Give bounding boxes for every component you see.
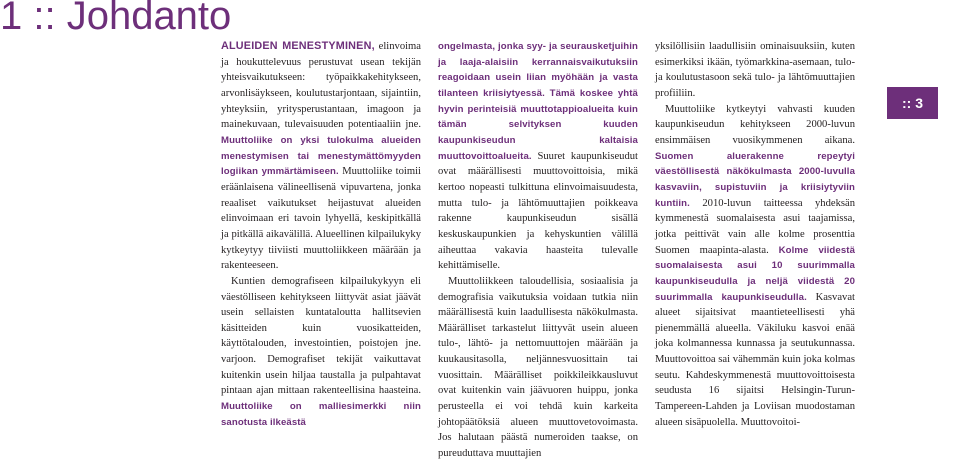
highlight-text: Muuttoliike on yksi tulokulma alueiden menestymisen tai menestymättömyyden logiikan ymmärtämiseen. <box>221 134 421 178</box>
text-column-1 <box>221 39 421 430</box>
body-text: Muuttoliikkeen taloudellisia, sosiaalisia ja demografisia vaikutuksia voidaan tutkia niin määrällisestä kuin laadullisesta näkökulmasta. Määrälliset tarkastelut liittyvät usein alueen tulo-, lähtö- ja nettomuuttojen määrään ja kuukausitasolla, neljännesvuosittain tai vuosittain. Määrälliset poikkileikkausluvut ovat kuitenkin vain jäävuoren huippu, jonka perusteella ei voi tehdä kuin karkeita johtopäätöksiä alueen muuttovetovoimasta. Jos halutaan päästä numeroiden taakse, on pureuduttava muuttajien <box>438 275 638 460</box>
highlight-text: Muuttoliike on malliesimerkki niin sanotusta ilkeästä <box>221 401 421 428</box>
body-text: Kasvavat alueet sijaitsivat maantieteellisesti yhä pienemmällä alueella. Väkiluku kasvoi enää joka kolmannessa kunnassa ja seutukunnassa. Muuttovoittoa sai vähemmän kuin joka kolmas seutu. Kahdeskymmenestä muuttovoittoisesta seudusta 16 sijaitsi Helsingin-Turun-Tampereen-Lahden ja Loviisan muodostaman alueen sisäpuolella. Muuttovoitoi- <box>655 291 855 428</box>
body-text: 2010-luvun taitteessa yhdeksän kymmenestä suomalaisesta asui taajamissa, jotka peittivät vain alle kolme prosenttia Suomen maapinta-alasta. <box>655 197 855 256</box>
paragraph <box>438 39 638 274</box>
paragraph <box>221 39 421 274</box>
highlight-text: Suomen aluerakenne repeytyi väestöllisestä näkökulmasta 2000-luvulla kasvaviin, supistuviin ja kriisiytyviin kuntiin. <box>655 150 855 209</box>
body-text: Kuntien demografiseen kilpailukykyyn eli väestölliseen kehitykseen liittyvät asiat jäävät usein sellaisten kuntataloutta hallitsevien käsitteiden kuin vuosikatteiden, käyttötalouden, investointien, poistojen jne. varjoon. Demografiset tekijät vaikuttavat kuitenkin usein hiljaa taustalla ja pulpahtavat pintaan ajan mittaan rakenteellisina haasteina. <box>221 275 421 397</box>
body-text: Muuttoliike kytkeytyi vahvasti kuuden kaupunkiseudun kehitykseen 2000-luvun ensimmäisen vuosikymmenen aikana. <box>655 103 855 146</box>
paragraph <box>221 274 421 431</box>
chapter-title: 1 :: Johdanto <box>0 0 232 38</box>
text-column-2 <box>438 39 638 462</box>
highlight-text: ongelmasta, jonka syy- ja seurausketjuihin ja laaja-alaisiin kerrannaisvaikutuksiin reagoidaan usein liian myöhään ja vasta tilanteen kriisiytyessä. Tämä koskee yhtä hyvin perinteisiä muuttotappioalueita kuin tämän selvityksen kuuden kaupunkiseudun kaltaisia muuttovoittoalueita. <box>438 41 638 162</box>
paragraph <box>438 274 638 462</box>
paragraph <box>655 39 855 102</box>
body-text: yksilöllisiin laadullisiin ominaisuuksiin, kuten esimerkiksi ikään, työmarkkina-asemaan, tulo- ja koulutustasoon sekä tulo- ja lähtömuuttajien profiiliin. <box>655 41 855 99</box>
highlight-text: Kolme viidestä suomalaisesta asui 10 suurimmalla kaupunkiseudulla ja neljä viidestä 20 suurimmalla kaupunkiseudulla. <box>655 244 855 303</box>
body-text: elinvoima ja houkuttelevuus perustuvat usean tekijän yhteisvaikutukseen: työpaikkakehitykseen, arvonlisäykseen, koulutustarjontaan, sijaintiin, yhteyksiin, yritysperustantaan, imagoon ja mainekuvaan, tulevaisuuden potentiaaliin jne. <box>221 41 421 131</box>
body-text: Muuttoliike toimii eräänlaisena välineellisenä vipuvartena, jonka reaaliset vaikutukset heijastuvat alueiden elinvoimaan eri tavoin lyhyellä, keskipitkällä ja pitkällä aikavälillä. Alueellinen kilpailukyky kytkeytyy tiiviisti muuttoliikkeen määrään ja rakenteeseen. <box>221 166 421 272</box>
text-column-3 <box>655 39 855 430</box>
body-text: Suuret kaupunkiseudut ovat määrällisesti muuttovoittoisia, mikä kertoo nopeasti tulkittuna elinvoimaisuudesta, mutta tulo- ja lähtömuuttajien poikkeava rakenne kaupunkiseudun sisällä keskuskaupunkien ja kehyskuntien välillä aiheuttaa vakavia haasteita tulevalle kehittämiselle. <box>438 150 638 272</box>
section-tab: :: 3 <box>887 87 938 119</box>
paragraph <box>655 102 855 431</box>
lead-heading: ALUEIDEN MENESTYMINEN, <box>221 40 375 52</box>
